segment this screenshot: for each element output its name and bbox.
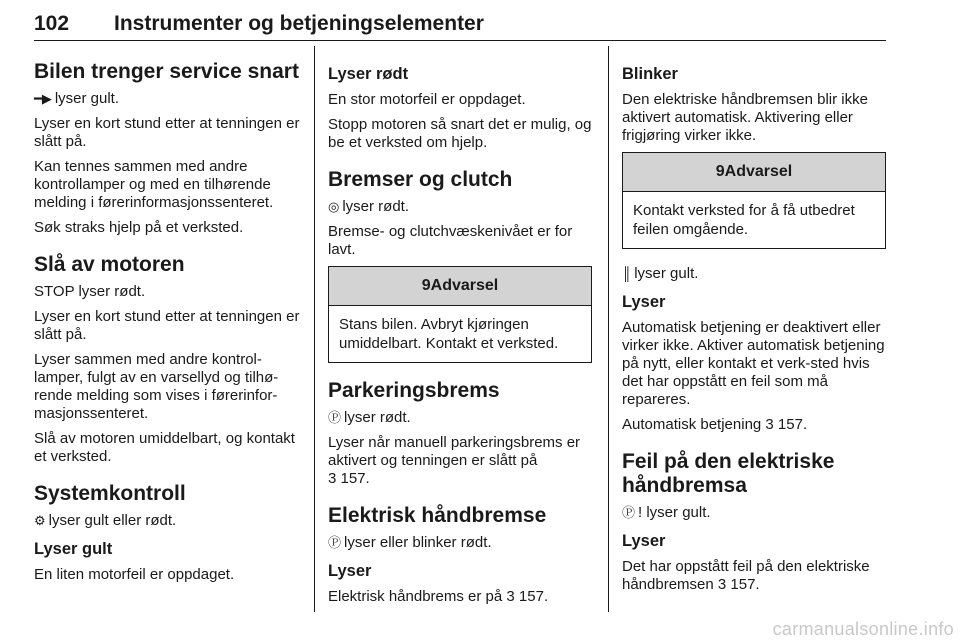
paragraph: Lyser sammen med andre kontrol-lamper, fulgt av en varsellyd og tilhø-rende melding som vises i førerinfor-masjonssenteret. (34, 351, 279, 422)
paragraph: Ⓟ lyser rødt. (328, 409, 411, 426)
parking-brake-icon: Ⓟ (328, 410, 342, 425)
wrench-icon: ━▶ (34, 91, 52, 106)
watermark: carmanualsonline.info (772, 619, 954, 639)
paragraph: Stopp motoren så snart det er mulig, og be et verksted om hjelp. (328, 116, 592, 151)
paragraph: Kan tennes sammen med andre kontrollamper og med en tilhørende melding i førerinformasjonssenteret. (34, 158, 274, 211)
paragraph: Lyser når manuell parkeringsbrems er aktivert og tenningen er slått på 3 157. (328, 434, 581, 487)
column-divider (608, 46, 609, 612)
paragraph: En liten motorfeil er oppdaget. (34, 566, 235, 583)
heading-stop-engine: Slå av motoren (34, 253, 185, 276)
warning-icon: 9 (715, 163, 725, 180)
running-title: Instrumenter og betjeningselementer (114, 12, 484, 35)
subheading-flashing: Blinker (622, 65, 678, 83)
paragraph: Søk straks hjelp på et verksted. (34, 219, 244, 236)
subheading-lights: Lyser (622, 532, 666, 550)
paragraph: Elektrisk håndbrems er på 3 157. (328, 588, 549, 605)
heading-system-check: Systemkontroll (34, 482, 186, 505)
brake-fluid-icon: ◎ (328, 199, 340, 214)
paragraph: Automatisk betjening 3 157. (622, 416, 808, 433)
paragraph: STOP lyser rødt. (34, 283, 146, 300)
warning-box (622, 152, 886, 249)
subheading-lights: Lyser (328, 562, 372, 580)
column-divider (314, 46, 315, 612)
heading-brakes-clutch: Bremser og clutch (328, 168, 513, 191)
page-header (34, 8, 886, 41)
parking-brake-icon: Ⓟ (328, 535, 342, 550)
paragraph: Lyser en kort stund etter at tenningen er slått på. (34, 115, 300, 150)
paragraph: Bremse- og clutchvæskenivået er for lavt. (328, 223, 573, 258)
paragraph: Lyser en kort stund etter at tenningen er slått på. (34, 308, 300, 343)
paragraph: Slå av motoren umiddelbart, og kontakt et verksted. (34, 430, 295, 465)
warning-text: Kontakt verksted for å få utbedret feilen omgående. (633, 202, 855, 238)
paragraph: Ⓟ ! lyser gult. (622, 504, 711, 521)
column-middle (328, 64, 592, 613)
warning-icon: 9 (421, 277, 431, 294)
paragraph: ⚙ lyser gult eller rødt. (34, 512, 177, 529)
subheading-yellow: Lyser gult (34, 540, 113, 558)
subheading-lights: Lyser (622, 293, 666, 311)
paragraph: Den elektriske håndbremsen blir ikke aktivert automatisk. Aktivering eller frigjøring virker ikke. (622, 91, 868, 144)
warning-text: Stans bilen. Avbryt kjøringen umiddelbart. Kontakt et verksted. (339, 316, 559, 352)
paragraph: Det har oppstått feil på den elektriske håndbremsen 3 157. (622, 558, 870, 593)
subheading-red: Lyser rødt (328, 65, 409, 83)
engine-icon: ⚙ (34, 513, 46, 528)
page-reference: 3 157. (328, 470, 370, 487)
paragraph: En stor motorfeil er oppdaget. (328, 91, 526, 108)
warning-header: 9Advarsel (623, 153, 885, 192)
heading-service-soon: Bilen trenger service snart (34, 60, 299, 83)
warning-box (328, 266, 592, 363)
paragraph: ║ lyser gult. (622, 265, 699, 282)
column-right (622, 64, 886, 601)
heading-parking-brake: Parkeringsbrems (328, 379, 500, 402)
heading-electric-parking-brake: Elektrisk håndbremse (328, 504, 547, 527)
warning-header: 9Advarsel (329, 267, 591, 306)
paragraph: ◎ lyser rødt. (328, 198, 410, 215)
brake-fault-icon: Ⓟ (622, 505, 636, 520)
paragraph: Automatisk betjening er deaktivert eller virker ikke. Aktiver automatisk betjening på nytt, eller kontakt et verk-sted hvis det har oppstått en feil som må repareres. (622, 319, 885, 408)
column-left (34, 60, 300, 591)
auto-hold-icon: ║ (622, 266, 632, 281)
heading-electric-brake-fault: Feil på den elektriske håndbremsa (622, 450, 835, 497)
paragraph: ━▶ lyser gult. (34, 90, 120, 107)
paragraph: Ⓟ lyser eller blinker rødt. (328, 534, 492, 551)
page-number: 102 (34, 12, 70, 35)
